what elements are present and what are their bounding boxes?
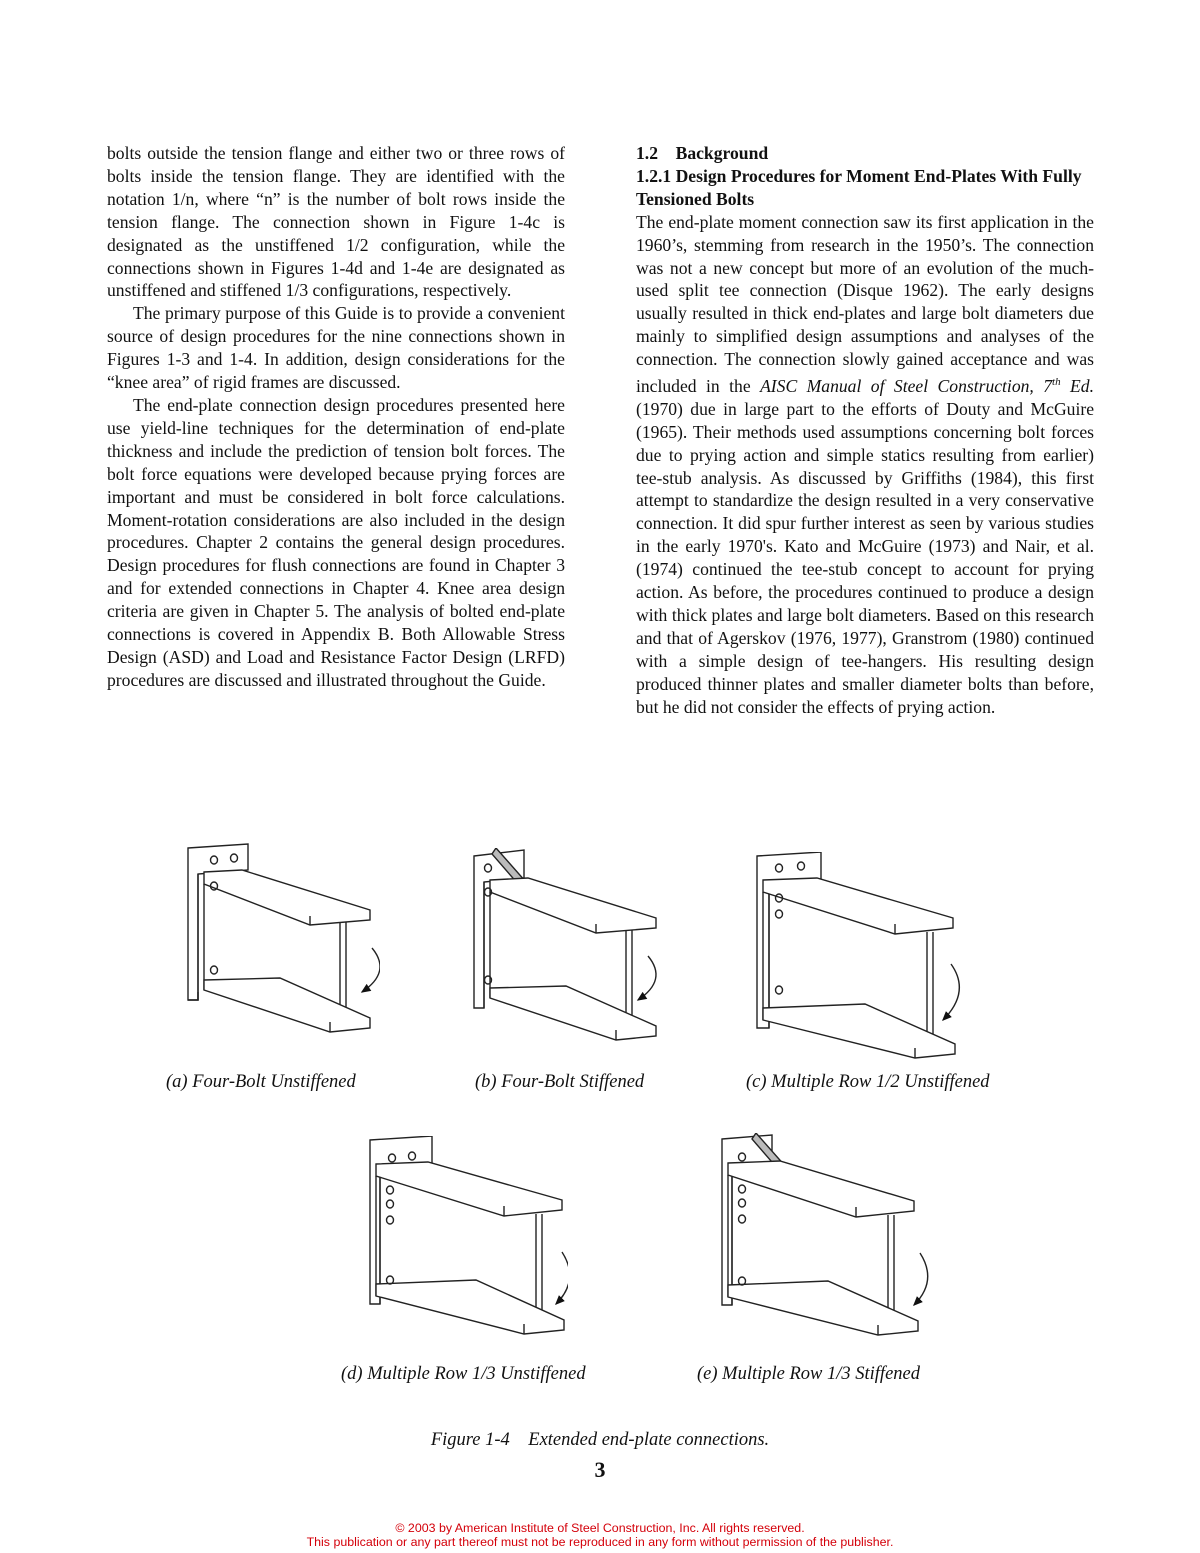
subsection-heading: 1.2.1 Design Procedures for Moment End-Plates With Fully Tensioned Bolts xyxy=(636,165,1082,209)
permission-line: This publication or any part thereof must not be reproduced in any form without permission of the publisher. xyxy=(306,1535,894,1549)
panel-caption-a: (a) Four-Bolt Unstiffened xyxy=(166,1072,356,1092)
copyright-line: © 2003 by American Institute of Steel Construction, Inc. All rights reserved. xyxy=(395,1521,805,1535)
paragraph: The end-plate moment connection saw its first application in the 1960’s, stemming from research in the 1950’s. The connection was not a new concept but more of an evolution of the much-used split tee connection (Disque 1962). The early designs usually resulted in thick end-plates and large bolt diameters due mainly to simplified design assumptions and analyses of the connection. The connection slowly gained acceptance and was included in the AISC Manual of Steel Construction, 7th Ed. (1970) due in large part to the efforts of Douty and McGuire (1965). Their methods used assumptions concerning bolt forces due to prying action and simple statics resulting from earlier) tee-stub analysis. As discussed by Griffiths (1984), this first attempt to standardize the design resulted in a very conservative connection. It did spur further interest as seen by various studies in the early 1970's. Kato and McGuire (1973) and Nair, et al. (1974) continued the tee-stub concept to account for prying action. As before, the procedures continued to produce a design with thick plates and large bolt diameters. Based on this research and that of Agerskov (1976, 1977), Granstrom (1980) continued with a simple design of tee-hangers. His resulting design produced thinner plates and smaller diameter bolts than before, but he did not consider the effects of prying action. xyxy=(636,211,1094,717)
figure-panel-d xyxy=(368,1136,568,1336)
section-heading: 1.2 Background xyxy=(636,143,769,163)
connection-drawing xyxy=(368,1136,568,1336)
page-number: 3 xyxy=(594,1457,606,1482)
panel-caption-c: (c) Multiple Row 1/2 Unstiffened xyxy=(746,1072,990,1092)
connection-drawing xyxy=(720,1133,930,1343)
paragraph: bolts outside the tension flange and either two or three rows of bolts inside the tension flange. They are identified with the notation 1/n, where “n” is the number of bolt rows inside the tension flange. The connection shown in Figure 1-4c is designated as the unstiffened 1/2 configuration, while the connections shown in Figures 1-4d and 1-4e are designated as unstiffened and stiffened 1/3 configurations, respectively. xyxy=(107,143,565,301)
figure-panel-a xyxy=(180,840,380,1040)
panel-caption-d: (d) Multiple Row 1/3 Unstiffened xyxy=(341,1364,586,1384)
figure-panel-e xyxy=(720,1133,930,1343)
figure-panel-c xyxy=(755,852,965,1062)
panel-caption-e: (e) Multiple Row 1/3 Stiffened xyxy=(697,1364,920,1384)
connection-drawing xyxy=(466,848,666,1048)
paragraph: The primary purpose of this Guide is to provide a convenient source of design procedures for the nine connections shown in Figures 1-3 and 1-4. In addition, design considerations for the “knee area” of rigid frames are discussed. xyxy=(107,303,565,393)
citation-title: AISC Manual of Steel Construction, 7th Ed. xyxy=(760,375,1094,396)
right-text-column xyxy=(636,142,1094,719)
left-text-column xyxy=(107,142,565,692)
connection-drawing xyxy=(755,852,965,1062)
copyright-footer xyxy=(0,1521,1200,1549)
connection-drawing xyxy=(180,840,380,1040)
figure-panel-b xyxy=(466,848,666,1048)
figure-caption: Figure 1-4 Extended end-plate connections. xyxy=(430,1430,770,1450)
paragraph: The end-plate connection design procedures presented here use yield-line techniques for the determination of end-plate thickness and include the prediction of tension bolt forces. The bolt force equations were developed because prying forces are important and must be considered in bolt force calculations. Moment-rotation considerations are also included in the design procedures. Chapter 2 contains the general design procedures. Design procedures for flush connections are found in Chapter 3 and for extended connections in Chapter 4. Knee area design criteria are given in Chapter 5. The analysis of bolted end-plate connections is covered in Appendix B. Both Allowable Stress Design (ASD) and Load and Resistance Factor Design (LRFD) procedures are discussed and illustrated throughout the Guide. xyxy=(107,394,565,690)
panel-caption-b: (b) Four-Bolt Stiffened xyxy=(475,1072,645,1092)
